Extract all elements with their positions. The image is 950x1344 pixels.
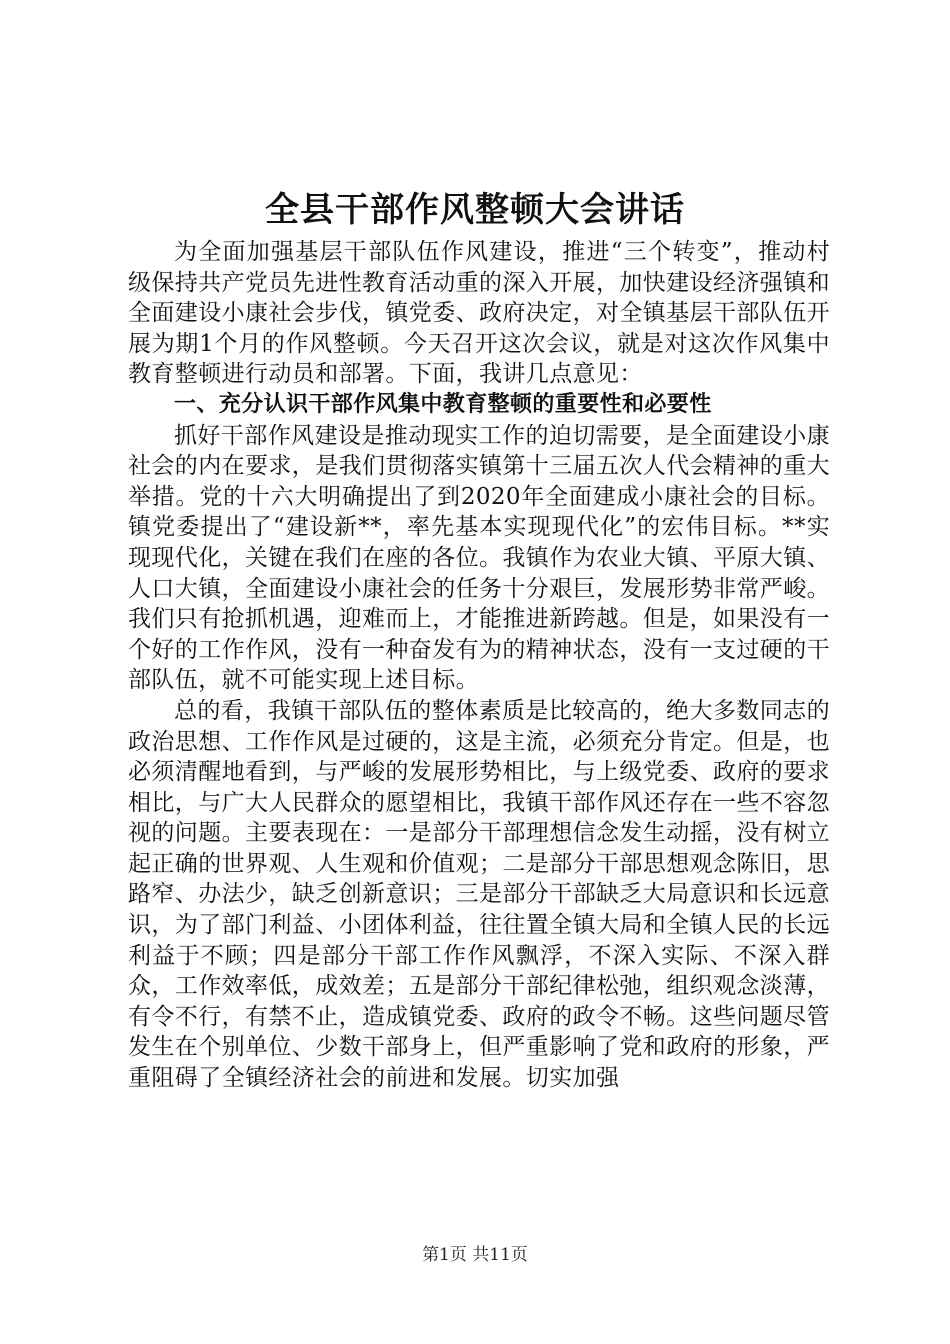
document-body <box>128 237 830 1094</box>
paragraph-importance: 抓好干部作风建设是推动现实工作的迫切需要，是全面建设小康社会的内在要求，是我们贯彻落实镇第十三届五次人代会精神的重大举措。党的十六大明确提出了到2020年全面建成小康社会的目标。镇党委提出了“建设新**，率先基本实现现代化”的宏伟目标。**实现现代化，关键在我们在座的各位。我镇作为农业大镇、平原大镇、人口大镇，全面建设小康社会的任务十分艰巨，发展形势非常严峻。我们只有抢抓机遇，迎难而上，才能推进新跨越。但是，如果没有一个好的工作作风，没有一种奋发有为的精神状态，没有一支过硬的干部队伍，就不可能实现上述目标。 <box>128 422 830 694</box>
section-heading: 一、充分认识干部作风集中教育整顿的重要性和必要性 <box>174 391 712 417</box>
document-title: 全县干部作风整顿大会讲话 <box>265 190 685 230</box>
paragraph-intro: 为全面加强基层干部队伍作风建设，推进“三个转变”，推动村级保持共产党员先进性教育活动重的深入开展，加快建设经济强镇和全面建设小康社会步伐，镇党委、政府决定，对全镇基层干部队伍开展为期1个月的作风整顿。今天召开这次会议，就是对这次作风集中教育整顿进行动员和部署。下面，我讲几点意见： <box>128 239 830 388</box>
page-footer: 第1页 共11页 <box>422 1245 528 1265</box>
paragraph-problems: 总的看，我镇干部队伍的整体素质是比较高的，绝大多数同志的政治思想、工作作风是过硬的，这是主流，必须充分肯定。但是，也必须清醒地看到，与严峻的发展形势相比，与上级党委、政府的要求相比，与广大人民群众的愿望相比，我镇干部作风还存在一些不容忽视的问题。主要表现在：一是部分干部理想信念发生动摇，没有树立起正确的世界观、人生观和价值观；二是部分干部思想观念陈旧，思路窄、办法少，缺乏创新意识；三是部分干部缺乏大局意识和长远意识，为了部门利益、小团体利益，往往置全镇大局和全镇人民的长远利益于不顾；四是部分干部工作作风飘浮，不深入实际、不深入群众，工作效率低，成效差；五是部分干部纪律松弛，组织观念淡薄，有令不行，有禁不止，造成镇党委、政府的政令不畅。这些问题尽管发生在个别单位、少数干部身上，但严重影响了党和政府的形象，严重阻碍了全镇经济社会的前进和发展。切实加强 <box>128 697 830 1092</box>
